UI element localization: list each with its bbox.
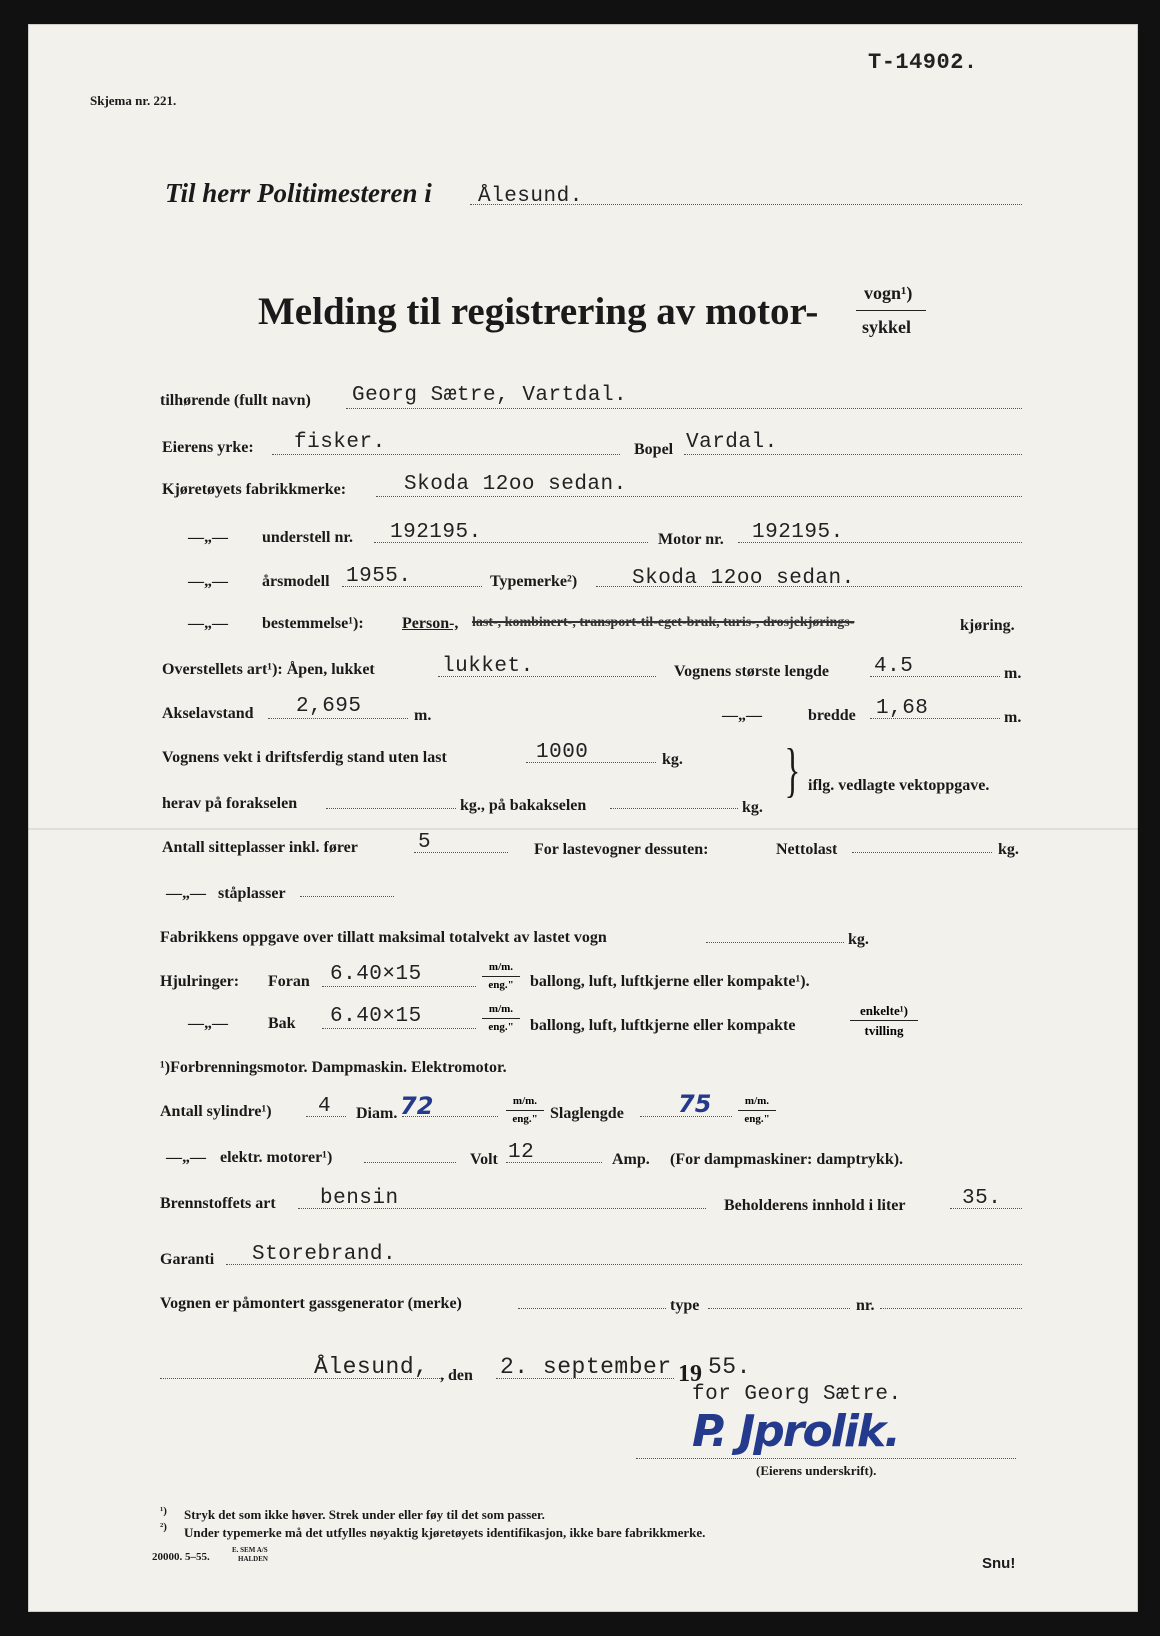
gas-no-label: nr. [856,1297,875,1314]
diam-value: 72 [400,1092,434,1120]
tank-label: Beholderens innhold i liter [724,1197,906,1214]
seats-label: Antall sitteplasser inkl. fører [162,839,358,856]
electric-line [364,1162,456,1163]
unit-top: m/m. [488,1003,514,1015]
turn-over: Snu! [982,1555,1016,1572]
purpose-label: bestemmelse¹): [262,615,364,632]
volt-label: Volt [470,1151,498,1168]
net-load-unit: kg. [998,841,1019,858]
footnote-2: Under typemerke må det utfylles nøyaktig kjøretøyets identifikasjon, ikke bare fabrikkmerke. [184,1525,706,1540]
width-value: 1,68 [876,697,929,720]
make-label: Kjøretøyets fabrikkmerke: [162,481,347,498]
wheels-rear-types: ballong, luft, luftkjerne eller kompakte [530,1017,796,1034]
wheels-front-label: Foran [268,973,310,990]
front-axle-label: herav på forakselen [162,795,298,812]
wheels-label: Hjulringer: [160,973,240,990]
footnote-1: Stryk det som ikke høver. Strek under eller føy til det som passer. [184,1507,545,1522]
rear-axle-label: kg., på bakakselen [460,797,587,814]
cylinders-value: 4 [318,1095,332,1118]
title-fraction-line [856,310,926,311]
signature-line [636,1458,1016,1459]
ditto-mark: —„— [166,1149,206,1166]
rear-axle-unit: kg. [742,799,763,816]
unit-bottom: eng." [744,1113,770,1125]
net-load-line [852,852,992,853]
front-axle-line [326,808,456,809]
sign-date: 2. september [500,1354,672,1380]
length-unit: m. [1004,665,1022,682]
sign-place: Ålesund, [314,1354,429,1380]
steam-label: (For dampmaskiner: damptrykk). [670,1151,904,1168]
residence-line [684,454,1022,455]
footnote-marker-1: ¹) [160,1505,167,1517]
purpose-person: Person-, [402,615,459,632]
weight-value: 1000 [536,741,589,764]
ditto-mark: —„— [188,1015,228,1032]
ditto-mark: —„— [188,615,228,632]
for-line: for Georg Sætre. [692,1383,902,1406]
model-year-value: 1955. [346,565,412,588]
unit-top: m/m. [744,1095,770,1107]
length-value: 4.5 [874,655,914,678]
weight-label: Vognens vekt i driftsferdig stand uten last [162,749,447,766]
cylinders-label: Antall sylindre¹) [160,1103,272,1120]
diam-unit [506,1096,544,1125]
width-label: bredde [808,707,856,724]
ditto-mark: —„— [166,885,206,902]
reference-number: T-14902. [868,50,978,75]
occupation-line [272,454,620,455]
chassis-value: 192195. [390,521,482,544]
wheels-rear-line [322,1028,476,1029]
wheels-front-types: ballong, luft, luftkjerne eller kompakte¹). [530,973,810,990]
gas-generator-label: Vognen er påmontert gassgenerator (merke) [160,1295,462,1312]
insurance-value: Storebrand. [252,1243,397,1266]
wheelbase-unit: m. [414,707,432,724]
tank-value: 35. [962,1187,1002,1210]
residence-value: Vardal. [686,431,778,454]
make-value: Skoda 12oo sedan. [404,473,627,496]
wheels-rear-value: 6.40×15 [330,1005,422,1028]
form-title: Melding til registrering av motor- [258,290,819,333]
make-line [376,496,1022,497]
printer-city: HALDEN [238,1555,268,1563]
type-value: Skoda 12oo sedan. [632,567,855,590]
unit-bottom: eng." [488,1021,514,1033]
net-load-label: Nettolast [776,841,838,858]
gas-type-line [708,1308,850,1309]
max-weight-unit: kg. [848,931,869,948]
fuel-label: Brennstoffets art [160,1195,276,1212]
amp-label: Amp. [612,1151,650,1168]
engine-types: ¹)Forbrenningsmotor. Dampmaskin. Elektromotor. [160,1059,507,1076]
owner-value: Georg Sætre, Vartdal. [352,384,628,407]
body-label: Overstellets art¹): Åpen, lukket [162,661,375,678]
weight-brace: } [784,737,801,803]
salutation-place: Ålesund. [478,185,583,208]
single-label: enkelte¹) [860,1003,908,1018]
rear-axle-line [610,808,738,809]
ditto-mark: —„— [188,573,228,590]
owner-line [346,408,1022,409]
weight-note: iflg. vedlagte vektoppgave. [808,777,990,794]
signature-caption: (Eierens underskrift). [756,1463,877,1478]
body-value: lukket. [442,655,534,678]
seats-value: 5 [418,831,432,854]
occupation-value: fisker. [294,431,386,454]
ditto-mark: —„— [722,707,762,724]
volt-value: 12 [508,1141,535,1164]
electric-label: elektr. motorer¹) [220,1149,333,1166]
length-label: Vognens største lengde [674,663,829,680]
residence-label: Bopel [634,441,674,458]
owner-signature: P. Jprolik. [692,1406,899,1457]
stroke-value: 75 [678,1090,712,1118]
fuel-value: bensin [320,1187,399,1210]
gas-generator-line [518,1308,666,1309]
insurance-label: Garanti [160,1251,215,1268]
ditto-mark: —„— [188,529,228,546]
purpose-struck: last-, kombinert-, transport-til-eget-bruk, turis-, drosjekjørings- [472,615,855,630]
diam-label: Diam. [356,1105,398,1122]
model-year-label: årsmodell [262,573,330,590]
width-unit: m. [1004,709,1022,726]
salutation-label: Til herr Politimesteren i [165,178,432,208]
form-number: Skjema nr. 221. [90,93,177,108]
footnote-marker-2: ²) [160,1521,167,1533]
printer-name: E. SEM A/S [232,1546,268,1554]
motor-value: 192195. [752,521,844,544]
standing-line [300,896,394,897]
cargo-label: For lastevogner dessuten: [534,841,709,858]
title-vogn: vogn¹) [864,283,913,303]
gas-no-line [880,1308,1022,1309]
unit-top: m/m. [512,1095,538,1107]
den-label: , den [440,1367,473,1384]
wheelbase-value: 2,695 [296,695,362,718]
unit-bottom: eng." [488,979,514,991]
wheels-front-value: 6.40×15 [330,963,422,986]
motor-label: Motor nr. [658,531,724,548]
stroke-label: Slaglengde [550,1105,624,1122]
wheels-front-unit [482,962,520,991]
chassis-label: understell nr. [262,529,353,546]
unit-top: m/m. [488,961,514,973]
wheels-rear-unit [482,1004,520,1033]
weight-unit: kg. [662,751,683,768]
single-twin-fraction [850,1004,918,1037]
occupation-label: Eierens yrke: [162,439,254,456]
gas-type-label: type [670,1297,700,1314]
title-sykkel: sykkel [862,317,912,337]
stroke-unit [738,1096,776,1125]
owner-label: tilhørende (fullt navn) [160,392,311,409]
twin-label: tvilling [864,1023,904,1038]
max-weight-line [706,942,844,943]
page-fold [28,828,1138,830]
max-weight-label: Fabrikkens oppgave over tillatt maksimal totalvekt av lastet vogn [160,929,607,946]
wheels-rear-label: Bak [268,1015,296,1032]
year-prefix: 19 [678,1361,702,1387]
sign-year: 55. [708,1354,751,1380]
wheelbase-line [268,718,408,719]
standing-label: ståplasser [218,885,286,902]
unit-bottom: eng." [512,1113,538,1125]
print-run: 20000. 5–55. [152,1551,210,1563]
purpose-suffix: kjøring. [960,617,1015,634]
wheels-front-line [322,986,476,987]
wheelbase-label: Akselavstand [162,705,254,722]
type-label: Typemerke²) [490,573,578,590]
